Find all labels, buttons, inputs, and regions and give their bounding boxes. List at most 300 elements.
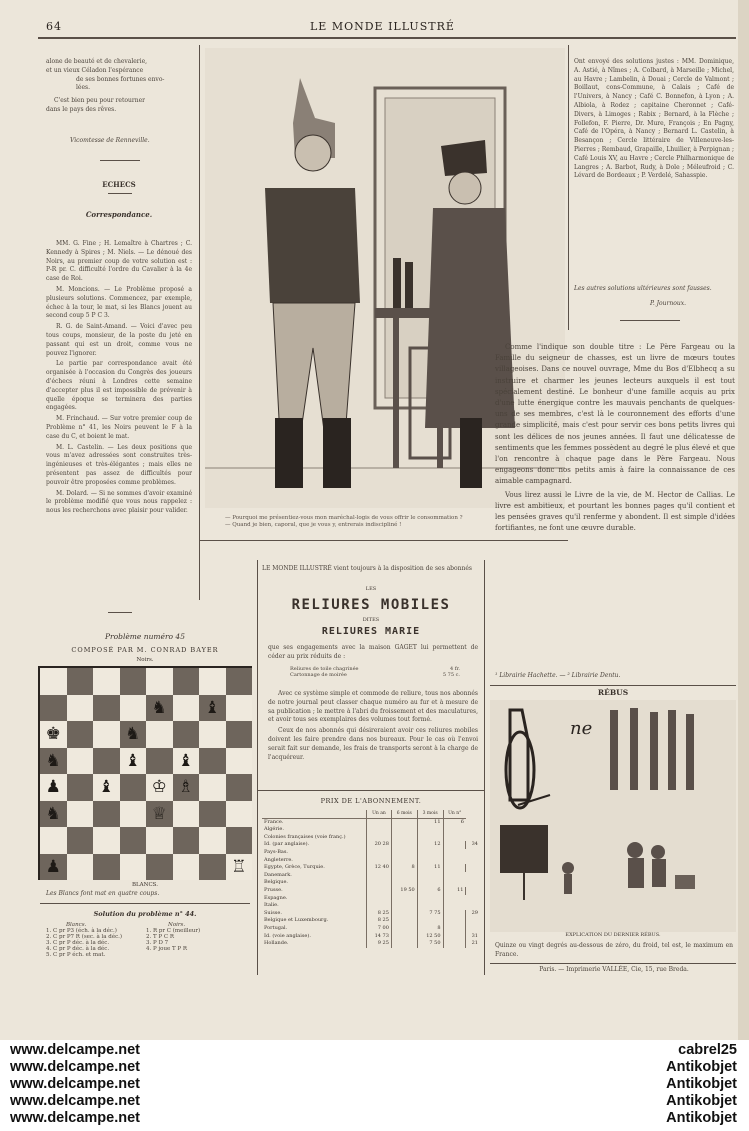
poem-line: et un vieux Céladon l'espérance bbox=[46, 66, 144, 74]
rebus-letters: ne bbox=[570, 718, 593, 739]
subscription-price: 11 bbox=[417, 818, 443, 826]
subscription-row bbox=[262, 940, 480, 948]
chess-square bbox=[67, 748, 94, 775]
chess-square bbox=[226, 748, 253, 775]
price-value: 4 fr. bbox=[449, 666, 460, 672]
chess-square bbox=[93, 801, 120, 828]
subscription-price bbox=[391, 933, 417, 941]
chess-square bbox=[40, 827, 67, 854]
subscription-price: 9 25 bbox=[367, 940, 392, 948]
subscription-price bbox=[367, 826, 392, 834]
infantryman-boot bbox=[460, 418, 482, 488]
review-footnotes: ¹ Librairie Hachette. — ² Librairie Dentu. bbox=[495, 672, 621, 679]
subscription-country: France. bbox=[264, 818, 284, 825]
solution-move-black: 4. P joue T P R bbox=[146, 946, 188, 952]
white-bishop-icon: ♗ bbox=[178, 777, 194, 797]
subscription-price: 34 bbox=[466, 841, 480, 849]
solution-move-black bbox=[146, 952, 246, 958]
subscription-price bbox=[443, 857, 466, 865]
subscription-price bbox=[466, 864, 480, 872]
chess-square bbox=[173, 668, 200, 695]
white-knight-icon: ♞ bbox=[151, 697, 167, 718]
subscription-country: Algérie. bbox=[264, 826, 284, 833]
subscription-row bbox=[262, 933, 480, 941]
subscription-row bbox=[262, 902, 480, 910]
subscription-price: 12 bbox=[417, 841, 443, 849]
subscription-price bbox=[391, 826, 417, 834]
ad-price-list bbox=[290, 666, 460, 678]
child-figure-body bbox=[564, 874, 572, 894]
subscription-price: 8 25 bbox=[367, 917, 392, 925]
chess-square bbox=[226, 721, 253, 748]
chess-square bbox=[173, 721, 200, 748]
subscription-row bbox=[262, 910, 480, 918]
subscription-price: 12 50 bbox=[417, 933, 443, 941]
chess-square bbox=[226, 827, 253, 854]
watermark-left: www.delcampe.net bbox=[10, 1059, 140, 1075]
cuirassier-trousers bbox=[273, 303, 355, 438]
subscription-price: 7 75 bbox=[417, 910, 443, 918]
chess-square bbox=[199, 774, 226, 801]
subscription-row bbox=[262, 887, 480, 895]
poem-signature: Vicomtesse de Renneville. bbox=[70, 137, 150, 144]
chess-square bbox=[120, 854, 147, 881]
chess-square bbox=[199, 748, 226, 775]
black-knight-icon: ♞ bbox=[45, 750, 61, 771]
subscription-price bbox=[443, 826, 466, 834]
price-value: 5 75 c. bbox=[442, 672, 460, 678]
black-bishop-icon: ♝ bbox=[178, 750, 194, 771]
rebus-title: RÉBUS bbox=[597, 688, 629, 697]
chess-square bbox=[226, 801, 253, 828]
watermark-left: www.delcampe.net bbox=[10, 1110, 140, 1126]
chess-square bbox=[93, 748, 120, 775]
cuirassier-head bbox=[295, 135, 331, 171]
solution-move-white: 2. C pr P7 R (sec. à la déc.) bbox=[46, 934, 123, 940]
subscription-price: 8 bbox=[417, 925, 443, 933]
page-edge-shadow bbox=[738, 0, 749, 1040]
solution-move-black: 1. R pr C (meilleur) bbox=[146, 928, 201, 934]
subscription-price bbox=[417, 895, 443, 903]
subscription-country: Id. (voie anglaise). bbox=[264, 932, 311, 939]
cuirassier-torso bbox=[265, 188, 360, 303]
poem-line: lées. bbox=[76, 84, 91, 92]
subscription-price: 12 40 bbox=[367, 864, 392, 872]
watermark-right: Antikobjet bbox=[666, 1110, 737, 1126]
infantryman-head bbox=[449, 172, 481, 204]
ad-body-2 bbox=[268, 690, 478, 764]
chess-square bbox=[67, 774, 94, 801]
chess-square bbox=[40, 695, 67, 722]
subscription-row bbox=[262, 872, 480, 880]
ad-paragraph: Avec ce système simple et commode de reliure, tous nos abonnés de notre journal peut classer chaque numéro au fur et à mesure de sa publication ; le mettre à l'abri du froissement et des maculatures, et avoir tous ses exemplaires des volumes tout formé. bbox=[268, 690, 478, 724]
subscription-price bbox=[367, 895, 392, 903]
subscription-country: Prusse. bbox=[264, 886, 283, 893]
chess-board bbox=[38, 666, 252, 880]
subscription-header-row bbox=[262, 810, 480, 818]
rebus-drawing bbox=[490, 700, 736, 932]
price-item: Reliures de toile chagrinée bbox=[290, 666, 359, 672]
subscription-price bbox=[367, 879, 392, 887]
subscription-row bbox=[262, 849, 480, 857]
correspondance-paragraph: M. Moncions. — Le Problème proposé a plusieurs solutions. Commencez, par exemple, échec à la tour, le mat, si les Blancs jouent au second coup 5 P C 3. bbox=[46, 285, 192, 320]
subscription-row bbox=[262, 895, 480, 903]
table-leg bbox=[393, 318, 399, 468]
chess-square bbox=[120, 668, 147, 695]
subscription-price bbox=[367, 818, 392, 826]
subscription-country: Hollande. bbox=[264, 940, 289, 947]
subscription-price: 7 50 bbox=[417, 940, 443, 948]
chess-square bbox=[120, 774, 147, 801]
printer-line: Paris. — Imprimerie VALLÉE, Cie, 15, rue Breda. bbox=[539, 966, 689, 973]
subscription-price bbox=[443, 872, 466, 880]
watermark-right: Antikobjet bbox=[666, 1093, 737, 1109]
subscription-price: 29 bbox=[466, 910, 480, 918]
subscription-country: Pays-Bas. bbox=[264, 848, 289, 855]
subscription-price: 11 bbox=[443, 887, 466, 895]
blackboard bbox=[500, 825, 548, 873]
subscription-row bbox=[262, 864, 480, 872]
subscription-price bbox=[417, 826, 443, 834]
solution-move-white: 1. C pr P3 (éch. à la déc.) bbox=[46, 928, 117, 934]
correspondance-body bbox=[46, 240, 192, 518]
chess-square bbox=[199, 721, 226, 748]
subscription-price bbox=[443, 834, 466, 842]
correspondance-title: Correspondance. bbox=[85, 210, 153, 219]
solution-header-black: Noirs. bbox=[168, 922, 186, 928]
teacher-figure bbox=[627, 842, 643, 858]
subscription-price bbox=[367, 849, 392, 857]
review-paragraph: Vous lirez aussi le Livre de la vie, de M. Hector de Callias. Le livre est ambitieux, et pourtant les bonnes pages qu'il contient et les pensées graves qu'il renferme y abondent. Il est simple d'idées fortifiantes, ne font une œuvre durable. bbox=[495, 490, 735, 533]
black-bishop-icon: ♝ bbox=[204, 697, 220, 718]
subscription-price bbox=[367, 834, 392, 842]
section-rule bbox=[620, 320, 680, 321]
watermark-right: Antikobjet bbox=[666, 1059, 737, 1075]
solvers-note: Les autres solutions ultérieures sont fausses. bbox=[574, 285, 712, 292]
solution-move-black: 3. P D 7 bbox=[146, 940, 169, 946]
problem-heading: Problème numéro 45 bbox=[105, 632, 185, 641]
poem-line: alone de beauté et de chevalerie, bbox=[46, 58, 148, 65]
subscription-row bbox=[262, 841, 480, 849]
chess-square bbox=[226, 774, 253, 801]
hop-pole bbox=[610, 710, 618, 790]
rebus-explanation-title: EXPLICATION DU DERNIER RÉBUS. bbox=[565, 932, 661, 938]
chess-square bbox=[146, 827, 173, 854]
price-item: Cartonnage de moirée bbox=[290, 672, 347, 678]
chess-square bbox=[120, 801, 147, 828]
bench bbox=[675, 875, 695, 889]
black-bishop-icon: ♝ bbox=[125, 750, 141, 771]
chess-square bbox=[199, 827, 226, 854]
subscription-header-cell: Un n° bbox=[443, 810, 466, 818]
solvers-list: Ont envoyé des solutions justes : MM. Dominique, A. Astié, à Nîmes ; A. Colbard, à Marseille ; Michel, au Havre ; Lambelin, à Douai ; Cercle de Valmont ; Boillaut, cons-Commune, à Calais ; Café de l'Univers, à Nancy ; Café C. Bonnefon, à Lyon ; A. Albiola, à Rodez ; capitaine Cheronnet ; Café-Divers, à Limoges ; Rabix ; Bernard, à la Flèche ; Follefon, F. Pierre, Dr. Mure, François ; En Pagny, Café de l'Opéra, à Nancy ; Bernard L. Castelin, à Besançon ; Cercle littéraire de Villeneuve-les-Pierres ; Rembaud, Grapaille, Lhuilier, à Perpignan ; Café Louis XV, au Havre ; Cercle Philharmonique de Langres ; A. Barbot, Rudy, à Dole ; Méleufroid ; C. Lévard de Bordeaux ; P. Verdelé, Sahasspie. bbox=[574, 58, 734, 180]
chess-square bbox=[93, 827, 120, 854]
chess-square bbox=[67, 801, 94, 828]
subscription-country: Angleterre. bbox=[264, 856, 293, 863]
subscription-price bbox=[391, 879, 417, 887]
section-rule bbox=[40, 903, 250, 904]
section-rule bbox=[100, 160, 140, 161]
subscription-price bbox=[391, 834, 417, 842]
journal-title: LE MONDE ILLUSTRÉ bbox=[310, 20, 455, 33]
black-label: Noirs. bbox=[136, 657, 154, 663]
chess-square bbox=[146, 721, 173, 748]
infantryman-shako bbox=[441, 140, 487, 176]
poem-line: C'est bien peu pour retourner bbox=[54, 97, 145, 105]
subscription-price bbox=[443, 910, 466, 918]
black-king-icon: ♚ bbox=[45, 724, 61, 744]
subscription-price bbox=[391, 895, 417, 903]
subscription-country: Italie. bbox=[264, 902, 279, 909]
subscription-country: Belgique et Luxembourg. bbox=[264, 917, 329, 924]
chess-square bbox=[120, 827, 147, 854]
subscription-price bbox=[367, 857, 392, 865]
white-label: BLANCS. bbox=[131, 882, 158, 888]
ad-intro bbox=[262, 565, 480, 574]
subscription-price: 6 bbox=[417, 887, 443, 895]
solution-move-white: 5. C pr P éch. et mat. bbox=[46, 952, 106, 958]
subscription-price: 11 bbox=[417, 864, 443, 872]
pupil-figure bbox=[651, 845, 665, 859]
subscription-country: Suisse. bbox=[264, 909, 282, 916]
chess-square bbox=[67, 827, 94, 854]
chess-square bbox=[173, 801, 200, 828]
rebus-bottom-rule bbox=[490, 963, 736, 964]
subscription-title: PRIX DE L'ABONNEMENT. bbox=[320, 797, 422, 805]
black-knight-icon: ♞ bbox=[125, 724, 141, 744]
solution-header-white: Blancs. bbox=[66, 922, 87, 928]
subscription-price: 8 25 bbox=[367, 910, 392, 918]
subscription-row bbox=[262, 925, 480, 933]
chess-square bbox=[120, 695, 147, 722]
subscription-country: Belgique. bbox=[264, 879, 289, 886]
chess-square bbox=[226, 695, 253, 722]
subscription-price bbox=[391, 818, 417, 826]
subscription-price bbox=[391, 841, 417, 849]
ad-title-reliures-mobiles: RELIURES MOBILES bbox=[291, 597, 451, 613]
subscription-price bbox=[417, 872, 443, 880]
white-king-icon: ♔ bbox=[151, 777, 167, 797]
subscription-price: 7 00 bbox=[367, 925, 392, 933]
correspondance-paragraph: M. L. Castelin. — Les deux positions que vous m'avez adressées sont construites très-ingénieuses et très-élégantes ; mais elles ne présentent pas assez de difficultés pour pouvoir être proposées comme problèmes. bbox=[46, 443, 192, 486]
echecs-title: ECHECS bbox=[102, 180, 136, 189]
subscription-price bbox=[443, 925, 466, 933]
illustration-rule bbox=[200, 540, 568, 541]
solution-move-white: 4. C pr P déc. à la déc. bbox=[46, 946, 110, 952]
subscription-price bbox=[391, 857, 417, 865]
subscription-country: Danemark. bbox=[264, 871, 292, 878]
subscription-country: Colonies françaises (voie franç.) bbox=[264, 833, 346, 840]
chess-square bbox=[93, 854, 120, 881]
subscription-header-cell: 3 mois bbox=[417, 810, 443, 818]
subscription-price bbox=[417, 834, 443, 842]
correspondance-paragraph: M. Frinchaud. — Sur votre premier coup de Problème n° 41, les Noirs peuvent le F à la case du C, et boient le mat. bbox=[46, 415, 192, 440]
subscription-price bbox=[391, 872, 417, 880]
subscription-price bbox=[417, 902, 443, 910]
white-rook-icon: ♖ bbox=[231, 856, 247, 877]
subscription-price bbox=[443, 849, 466, 857]
child-figure bbox=[562, 862, 574, 874]
subscription-price bbox=[443, 864, 466, 872]
chess-square bbox=[67, 854, 94, 881]
subscription-header-cell: 6 mois bbox=[391, 810, 417, 818]
chess-square bbox=[93, 695, 120, 722]
subscription-price: 21 bbox=[466, 940, 480, 948]
subscription-price bbox=[391, 902, 417, 910]
subscription-price bbox=[391, 925, 417, 933]
hop-pole bbox=[686, 714, 694, 790]
chess-square bbox=[173, 854, 200, 881]
watermark-left: www.delcampe.net bbox=[10, 1076, 140, 1092]
bottle bbox=[405, 262, 413, 308]
subscription-price bbox=[417, 879, 443, 887]
cuirassier-boot bbox=[275, 418, 303, 488]
subscription-price bbox=[466, 917, 480, 925]
bottle bbox=[393, 258, 401, 308]
subscription-price bbox=[443, 879, 466, 887]
subscription-price bbox=[443, 917, 466, 925]
ad-intro-text: LE MONDE ILLUSTRÉ vient toujours à la disposition de ses abonnés bbox=[262, 565, 472, 572]
section-rule bbox=[108, 612, 132, 613]
subscription-country: Espagne. bbox=[264, 894, 288, 901]
page-number: 64 bbox=[46, 20, 62, 33]
subscription-price: 19 50 bbox=[391, 887, 417, 895]
subscription-row bbox=[262, 879, 480, 887]
subscription-row bbox=[262, 826, 480, 834]
hop-pole bbox=[668, 710, 676, 790]
solution-title: Solution du problème n° 44. bbox=[93, 910, 197, 918]
solution-move-white: 3. C pr P déc. à la déc. bbox=[46, 940, 110, 946]
black-bishop-icon: ♝ bbox=[98, 777, 114, 797]
ad-dites: DITES bbox=[362, 617, 380, 623]
chess-square bbox=[67, 668, 94, 695]
subscription-price bbox=[443, 841, 466, 849]
subscription-price bbox=[391, 940, 417, 948]
ad-les: LES bbox=[365, 586, 377, 592]
chess-square bbox=[199, 668, 226, 695]
section-rule bbox=[108, 193, 132, 194]
chess-square bbox=[93, 668, 120, 695]
black-pawn-icon: ♟ bbox=[45, 777, 61, 797]
subscription-country: Portugal. bbox=[264, 924, 288, 931]
subscription-price: 14 73 bbox=[367, 933, 392, 941]
subscription-header-cell: Un an bbox=[367, 810, 392, 818]
rebus-illustration bbox=[490, 700, 736, 932]
subscription-price bbox=[466, 887, 480, 895]
caption-line: — Quand je bien, caporal, que je vous y, entrerais indiscipliné ! bbox=[225, 522, 402, 528]
chess-square bbox=[199, 854, 226, 881]
subscription-header-cell bbox=[262, 810, 367, 818]
poem-ending bbox=[46, 58, 192, 115]
paperclip-shape bbox=[510, 710, 528, 800]
subscription-price bbox=[391, 910, 417, 918]
subscription-price bbox=[417, 857, 443, 865]
hop-pole bbox=[630, 708, 638, 790]
subscription-price bbox=[443, 940, 466, 948]
correspondance-paragraph: Le partie par correspondance avait été organisée à l'occasion du Congrès des joueurs d'échecs réuni à Londres cette semaine d'accepter plus il est impossible de prévenir à quelle époque se terminera des parties engagées. bbox=[46, 360, 192, 412]
subscription-price bbox=[417, 917, 443, 925]
poem-line: dans le pays des rêves. bbox=[46, 105, 117, 113]
ad-rule bbox=[258, 790, 484, 791]
chess-square bbox=[173, 695, 200, 722]
correspondance-paragraph: MM. G. Fine ; H. Lemaître à Chartres ; C. Kennedy à Spires ; M. Niels. — Le dénoué des Noirs, au premier coup de votre solution est : P-R pr. C. difficulté l'ordre du Cavalier à la 4e case de Roi. bbox=[46, 240, 192, 283]
subscription-price: 20 28 bbox=[367, 841, 392, 849]
chess-square bbox=[93, 721, 120, 748]
column-divider-right-top bbox=[568, 45, 569, 330]
review-paragraph: Comme l'indique son double titre : Le Père Fargeau ou la Famille du seigneur de chasses, est un livre de mœurs toutes villageoises. Dans ce nouvel ouvrage, Mme du Bos d'Elbhecq a su instruire et charmer les jeunes lecteurs auxquels il est tout spécialement destiné. Le bonheur d'une famille acquis au prix d'une lutte énergique contre les mauvais penchants de quelques-uns de ses membres, c'est là le couronnement des efforts d'une grande simplicité, mais c'est pour servir ces bons petits livres qui sont les délices de nos jeunes années. Il faut une délicatesse de sentiments que les femmes possèdent au degré le plus élevé et que l'on rencontre à chaque page dans le Père Fargeau. Nous engageons donc nos petits amis à faire la connaissance de ces aimable campagnard. bbox=[495, 343, 735, 486]
subscription-price: 8 bbox=[391, 864, 417, 872]
problem-composer: COMPOSÉ PAR M. CONRAD BAYER bbox=[71, 646, 219, 654]
header-rule bbox=[38, 37, 736, 39]
subscription-price: 6 bbox=[443, 818, 466, 826]
solution-move-black: 2. T P C R bbox=[146, 934, 174, 940]
subscription-row bbox=[262, 917, 480, 925]
subscription-country: Id. (par anglaise). bbox=[264, 841, 310, 848]
subscription-price bbox=[466, 925, 480, 933]
watermark-right: cabrel25 bbox=[678, 1042, 737, 1058]
chess-square bbox=[40, 668, 67, 695]
pupil-figure-body bbox=[652, 859, 666, 887]
correspondance-paragraph: R. G. de Saint-Amand. — Voici d'avec peu tous coups, monsieur, de la poste du jeté en passant qui est un droit, comme vous ne pouvez l'ignorer. bbox=[46, 323, 192, 357]
ad-title-reliures-marie: RELIURES MARIE bbox=[321, 626, 421, 637]
watermark-right: Antikobjet bbox=[666, 1076, 737, 1092]
problem-caption: Les Blancs font mat en quatre coups. bbox=[46, 890, 160, 897]
chess-square bbox=[173, 827, 200, 854]
column-divider-ad-left bbox=[257, 560, 258, 975]
teacher-figure-body bbox=[628, 858, 644, 888]
rebus-explanation: Quinze ou vingt degrés au-dessous de zéro, du froid, tel est, le maximum en France. bbox=[495, 942, 733, 958]
subscription-row bbox=[262, 818, 480, 826]
subscription-price bbox=[443, 902, 466, 910]
subscription-price bbox=[443, 895, 466, 903]
subscription-price bbox=[391, 849, 417, 857]
subscription-price: 31 bbox=[466, 933, 480, 941]
solution-row bbox=[46, 952, 250, 958]
cuirassier-boot bbox=[323, 418, 351, 488]
black-pawn-icon: ♟ bbox=[45, 856, 61, 877]
ad-body-1: que ses engagements avec la maison GAGET lui permettent de céder au prix réduits de : bbox=[268, 644, 478, 660]
solvers-signature: P. Journoux. bbox=[650, 300, 687, 307]
chess-square bbox=[67, 695, 94, 722]
subscription-price bbox=[367, 887, 392, 895]
subscription-price bbox=[443, 933, 466, 941]
rebus-rule bbox=[490, 685, 736, 686]
chess-square bbox=[67, 721, 94, 748]
chess-square bbox=[146, 748, 173, 775]
watermark-left: www.delcampe.net bbox=[10, 1093, 140, 1109]
watermark-left: www.delcampe.net bbox=[10, 1042, 140, 1058]
chess-square bbox=[146, 668, 173, 695]
correspondance-paragraph: M. Dolard. — Si ne sommes d'avoir examiné le problème modifié que vous nous rappelez : nous les recherchons avec plaisir pour valider. bbox=[46, 489, 192, 515]
solution-table bbox=[46, 922, 250, 958]
black-knight-icon: ♞ bbox=[45, 803, 61, 824]
chess-square bbox=[226, 668, 253, 695]
subscription-price bbox=[417, 849, 443, 857]
poem-line: de ses bonnes fortunes envo- bbox=[76, 75, 165, 83]
subscription-price bbox=[367, 872, 392, 880]
caption-line: — Pourquoi me présentiez-vous mon maréchal-logis de vous offrir le consommation ? bbox=[225, 515, 463, 521]
chess-square bbox=[146, 854, 173, 881]
white-queen-icon: ♕ bbox=[151, 803, 167, 824]
subscription-price bbox=[367, 902, 392, 910]
ad-paragraph: Ceux de nos abonnés qui désireraient avoir ces reliures mobiles doivent les faire prendre dans nos bureaux. Pour le cas où l'envoi serait fait sur demande, les frais de transports seront à la charge de l'acquéreur. bbox=[268, 727, 478, 761]
column-divider-ad-right bbox=[484, 560, 485, 975]
book-review bbox=[495, 342, 735, 536]
watermark-band bbox=[0, 1040, 749, 1131]
subscription-country: Egypte, Grèce, Turquie. bbox=[264, 864, 325, 871]
hop-pole bbox=[650, 712, 658, 790]
column-divider-left bbox=[199, 45, 200, 600]
